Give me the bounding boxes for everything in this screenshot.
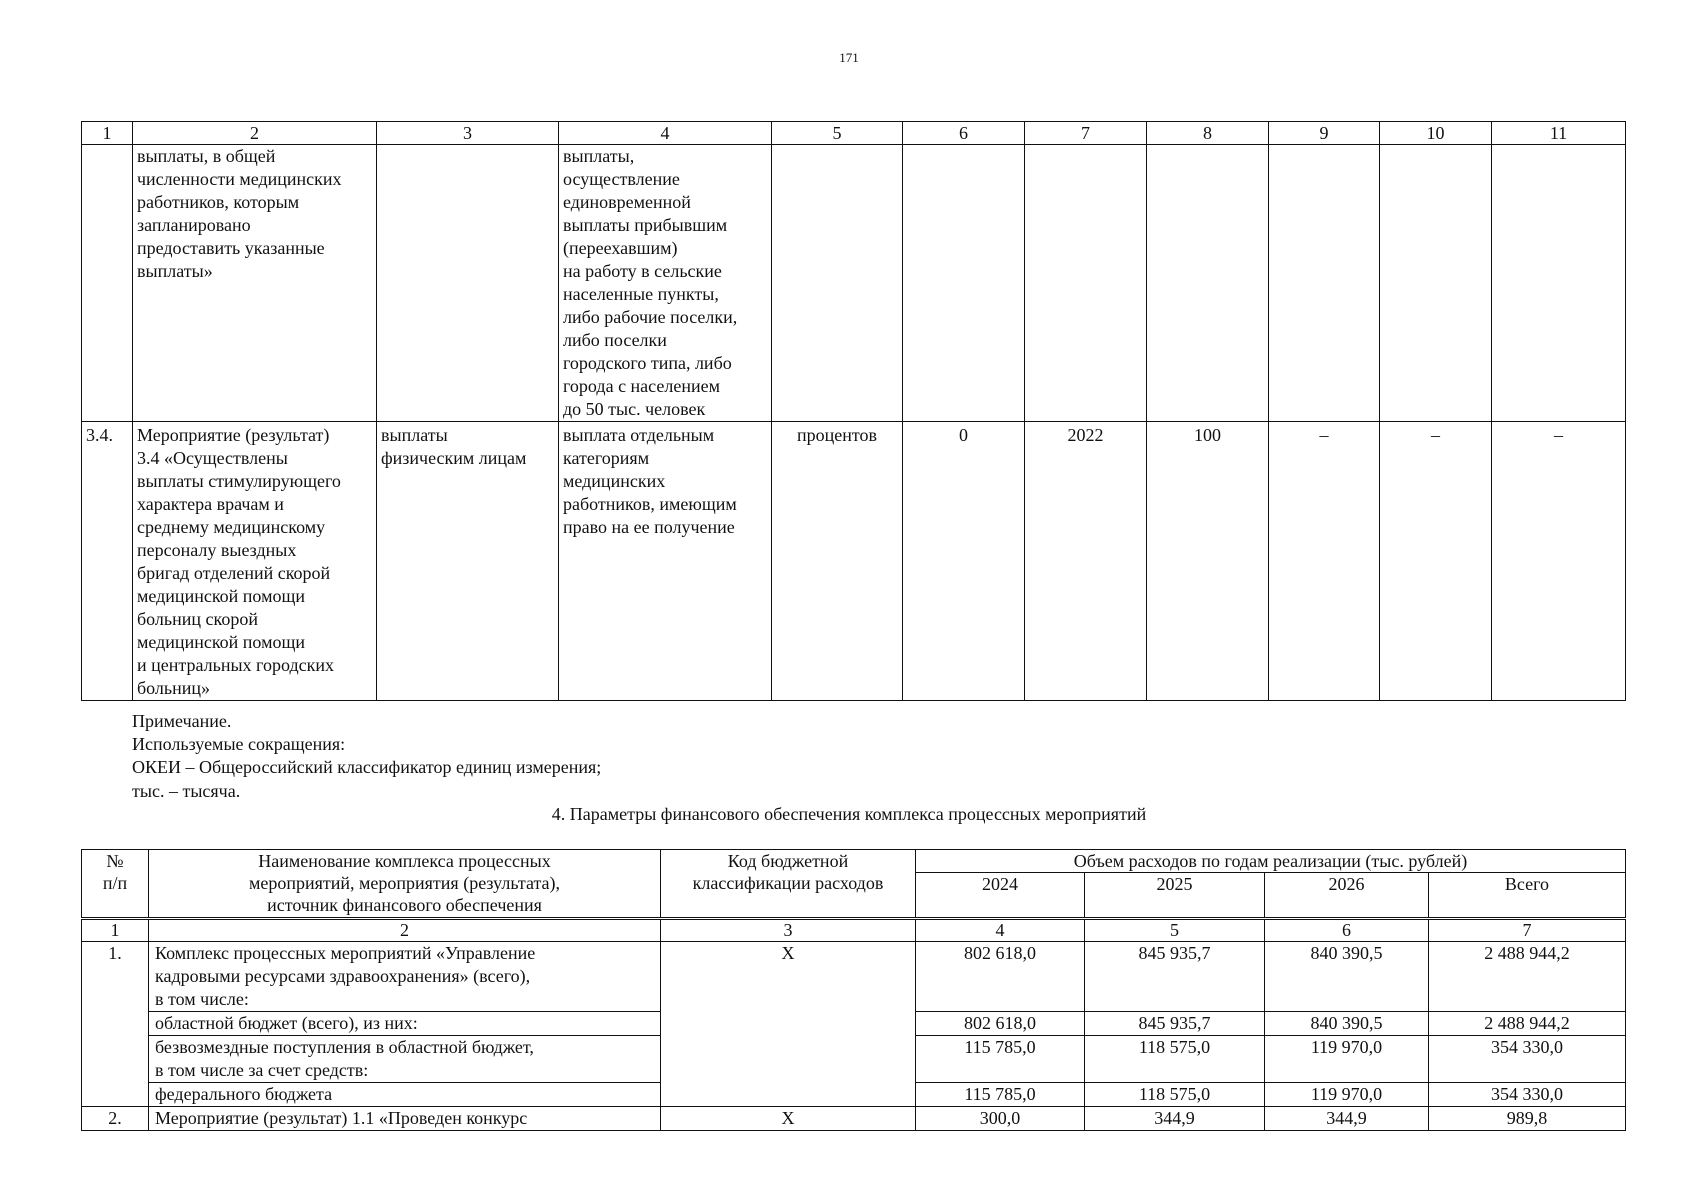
- value-2026-cell: [1380, 145, 1492, 422]
- value-2026-cell: 840 390,5: [1265, 1012, 1429, 1036]
- budget-code-cell: Х: [661, 942, 916, 1107]
- page-number: 171: [839, 50, 859, 65]
- column-number: 7: [1025, 122, 1147, 145]
- column-number: 3: [377, 122, 559, 145]
- table-header-row: [82, 850, 1626, 873]
- note-line: тыс. – тысяча.: [132, 780, 241, 801]
- value-total-cell: 354 330,0: [1429, 1036, 1626, 1083]
- type-cell: [377, 145, 559, 422]
- header-year-2026: 2026: [1265, 873, 1429, 919]
- value-2024-cell: 100: [1147, 422, 1269, 701]
- row-name-cell: областной бюджет (всего), из них:: [149, 1012, 661, 1036]
- column-number: 5: [1085, 919, 1265, 942]
- section-heading: 4. Параметры финансового обеспечения комплекса процессных мероприятий: [551, 804, 1147, 824]
- column-number: 1: [82, 919, 149, 942]
- unit-cell: процентов: [772, 422, 903, 701]
- characteristic-cell: выплата отдельным категориям медицинских работников, имеющим право на ее получение: [559, 422, 772, 701]
- column-number: 4: [559, 122, 772, 145]
- column-number: 6: [1265, 919, 1429, 942]
- row-name-cell: Комплекс процессных мероприятий «Управление кадровыми ресурсами здравоохранения» (всего), в том числе:: [149, 942, 661, 1012]
- table-row: [82, 145, 1626, 422]
- table-row: [82, 942, 1626, 1012]
- table-row: [82, 1107, 1626, 1131]
- row-number-cell: 2.: [82, 1107, 149, 1131]
- characteristic-cell: выплаты, осуществление единовременной выплаты прибывшим (переехавшим) на работу в сельские населенные пункты, либо рабочие поселки, либо поселки городского типа, либо города с населением до 50 тыс. человек: [559, 145, 772, 422]
- header-year-2025: 2025: [1085, 873, 1265, 919]
- value-2024-cell: 802 618,0: [916, 942, 1085, 1012]
- row-name-cell: безвозмездные поступления в областной бюджет, в том числе за счет средств:: [149, 1036, 661, 1083]
- row-name-cell: Мероприятие (результат) 1.1 «Проведен конкурс: [149, 1107, 661, 1131]
- value-total-cell: 2 488 944,2: [1429, 942, 1626, 1012]
- column-number: 1: [82, 122, 133, 145]
- indicators-table: [81, 121, 1626, 701]
- header-total: Всего: [1429, 873, 1626, 919]
- row-name-cell: федерального бюджета: [149, 1083, 661, 1107]
- value-2024-cell: 115 785,0: [916, 1083, 1085, 1107]
- header-year-2024: 2024: [916, 873, 1085, 919]
- budget-code-cell: Х: [661, 1107, 916, 1131]
- column-number: 11: [1492, 122, 1626, 145]
- value-2026-cell: 119 970,0: [1265, 1083, 1429, 1107]
- unit-cell: [772, 145, 903, 422]
- value-2024-cell: 300,0: [916, 1107, 1085, 1131]
- row-number-cell: [82, 145, 133, 422]
- value-extra-cell: [1492, 145, 1626, 422]
- value-2025-cell: 118 575,0: [1085, 1036, 1265, 1083]
- column-number: 8: [1147, 122, 1269, 145]
- column-number: 6: [903, 122, 1025, 145]
- column-number: 4: [916, 919, 1085, 942]
- financing-table: [81, 849, 1626, 1131]
- indicator-name-cell: Мероприятие (результат) 3.4 «Осуществлены выплаты стимулирующего характера врачам и среднему медицинскому персоналу выездных бригад отделений скорой медицинской помощи больниц скорой медицинской помощи и центральных городских больниц»: [133, 422, 377, 701]
- note-line: Используемые сокращения:: [132, 734, 346, 755]
- note-title: Примечание.: [132, 711, 232, 731]
- base-value-cell: 0: [903, 422, 1025, 701]
- column-number: 2: [133, 122, 377, 145]
- value-2024-cell: 802 618,0: [916, 1012, 1085, 1036]
- column-number: 3: [661, 919, 916, 942]
- note-block: [132, 710, 601, 803]
- value-2025-cell: 845 935,7: [1085, 942, 1265, 1012]
- value-2025-cell: –: [1269, 422, 1380, 701]
- base-value-cell: [903, 145, 1025, 422]
- base-year-cell: [1025, 145, 1147, 422]
- value-2025-cell: 845 935,7: [1085, 1012, 1265, 1036]
- value-2026-cell: 840 390,5: [1265, 942, 1429, 1012]
- header-name: Наименование комплекса процессных мероприятий, мероприятия (результата), источник финансового обеспечения: [149, 850, 661, 919]
- value-2025-cell: 344,9: [1085, 1107, 1265, 1131]
- column-number: 10: [1380, 122, 1492, 145]
- value-2024-cell: 115 785,0: [916, 1036, 1085, 1083]
- value-total-cell: 989,8: [1429, 1107, 1626, 1131]
- base-year-cell: 2022: [1025, 422, 1147, 701]
- value-2024-cell: [1147, 145, 1269, 422]
- row-number-cell: 3.4.: [82, 422, 133, 701]
- note-line: ОКЕИ – Общероссийский классификатор единиц измерения;: [132, 757, 602, 778]
- value-total-cell: 2 488 944,2: [1429, 1012, 1626, 1036]
- type-cell: выплаты физическим лицам: [377, 422, 559, 701]
- value-2026-cell: 119 970,0: [1265, 1036, 1429, 1083]
- value-2025-cell: [1269, 145, 1380, 422]
- header-volume: Объем расходов по годам реализации (тыс. рублей): [916, 850, 1626, 873]
- value-extra-cell: –: [1492, 422, 1626, 701]
- header-budget-code: Код бюджетной классификации расходов: [661, 850, 916, 919]
- row-number-cell: 1.: [82, 942, 149, 1107]
- header-number: № п/п: [82, 850, 149, 919]
- value-2025-cell: 118 575,0: [1085, 1083, 1265, 1107]
- value-2026-cell: 344,9: [1265, 1107, 1429, 1131]
- column-number: 9: [1269, 122, 1380, 145]
- column-number: 5: [772, 122, 903, 145]
- indicator-name-cell: выплаты, в общей численности медицинских работников, которым запланировано предоставить указанные выплаты»: [133, 145, 377, 422]
- column-index-row: [82, 919, 1626, 942]
- column-number: 7: [1429, 919, 1626, 942]
- table-row: [82, 422, 1626, 701]
- table-header-row: [82, 122, 1626, 145]
- column-number: 2: [149, 919, 661, 942]
- value-total-cell: 354 330,0: [1429, 1083, 1626, 1107]
- value-2026-cell: –: [1380, 422, 1492, 701]
